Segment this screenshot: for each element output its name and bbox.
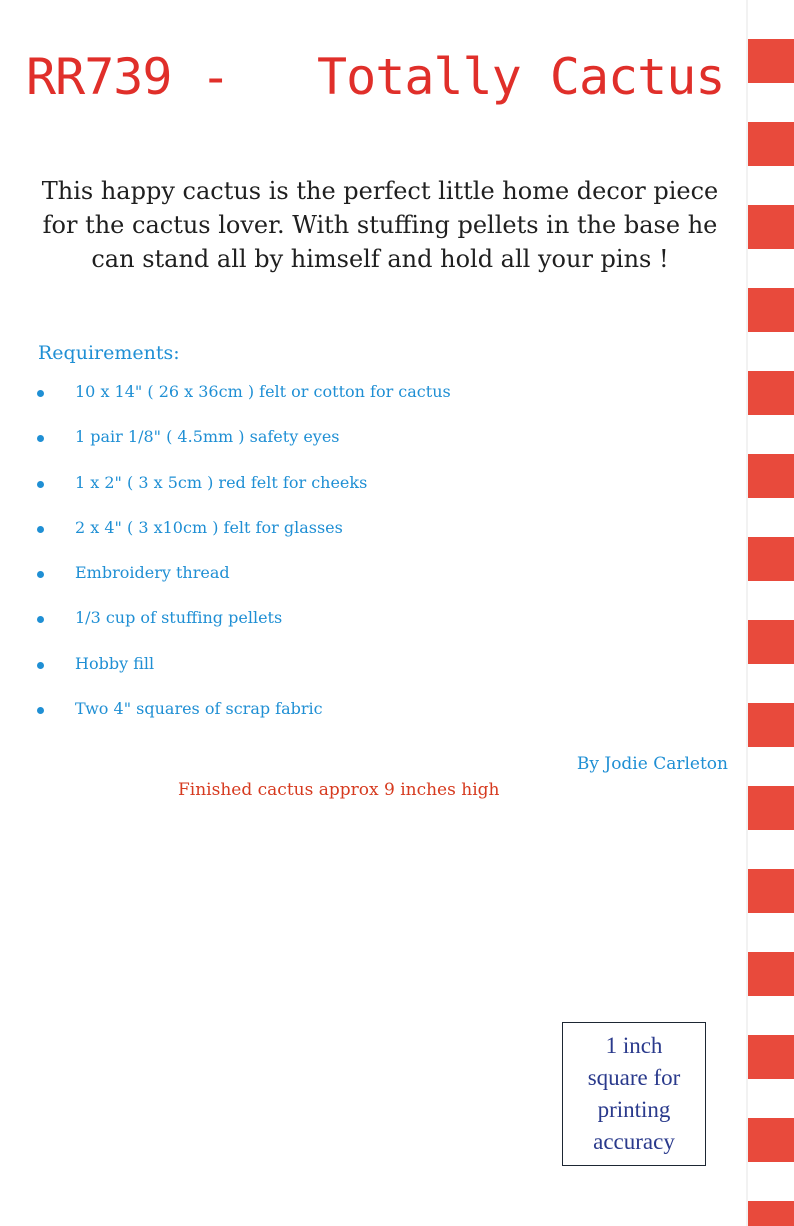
requirements-heading: Requirements: (38, 342, 180, 364)
list-item (0, 608, 700, 653)
list-item (0, 563, 700, 608)
bullet-icon (37, 571, 44, 578)
list-item (0, 518, 700, 563)
requirement-text: 1 pair 1/8" ( 4.5mm ) safety eyes (75, 427, 340, 447)
requirement-text: 1 x 2" ( 3 x 5cm ) red felt for cheeks (75, 472, 368, 492)
bullet-icon (37, 481, 44, 488)
bullet-icon (37, 662, 44, 669)
requirement-text: 2 x 4" ( 3 x10cm ) felt for glasses (75, 517, 343, 537)
list-item (0, 382, 700, 427)
intro-paragraph: This happy cactus is the perfect little home decor piece for the cactus lover. With stuffing pellets in the base he can stand all by himself and hold all your pins ! (41, 177, 719, 273)
page-title: RR739 - Totally Cactus (26, 48, 725, 106)
requirement-text: Hobby fill (75, 653, 155, 673)
requirement-text: 10 x 14" ( 26 x 36cm ) felt or cotton for cactus (75, 382, 451, 401)
requirement-text: 1/3 cup of stuffing pellets (75, 608, 283, 628)
decorative-stripe-border (746, 0, 794, 1226)
inch-box-line: 1 inch (605, 1033, 663, 1058)
requirement-text: Two 4" squares of scrap fabric (75, 699, 323, 719)
author-credit: By Jodie Carleton (576, 754, 728, 774)
requirements-list (0, 382, 700, 744)
bullet-icon (37, 616, 44, 623)
bullet-icon (37, 526, 44, 533)
list-item (0, 654, 700, 699)
inch-box-line: printing (597, 1097, 671, 1122)
bullet-icon (37, 435, 44, 442)
list-item (0, 699, 700, 744)
inch-box-line: square for (587, 1065, 681, 1090)
list-item (0, 473, 700, 518)
requirement-text: Embroidery thread (75, 563, 230, 583)
inch-accuracy-square (562, 1022, 706, 1166)
bullet-icon (37, 707, 44, 714)
bullet-icon (37, 390, 44, 397)
finished-size-note: Finished cactus approx 9 inches high (178, 780, 500, 800)
inch-box-line: accuracy (593, 1129, 675, 1154)
list-item (0, 427, 700, 472)
